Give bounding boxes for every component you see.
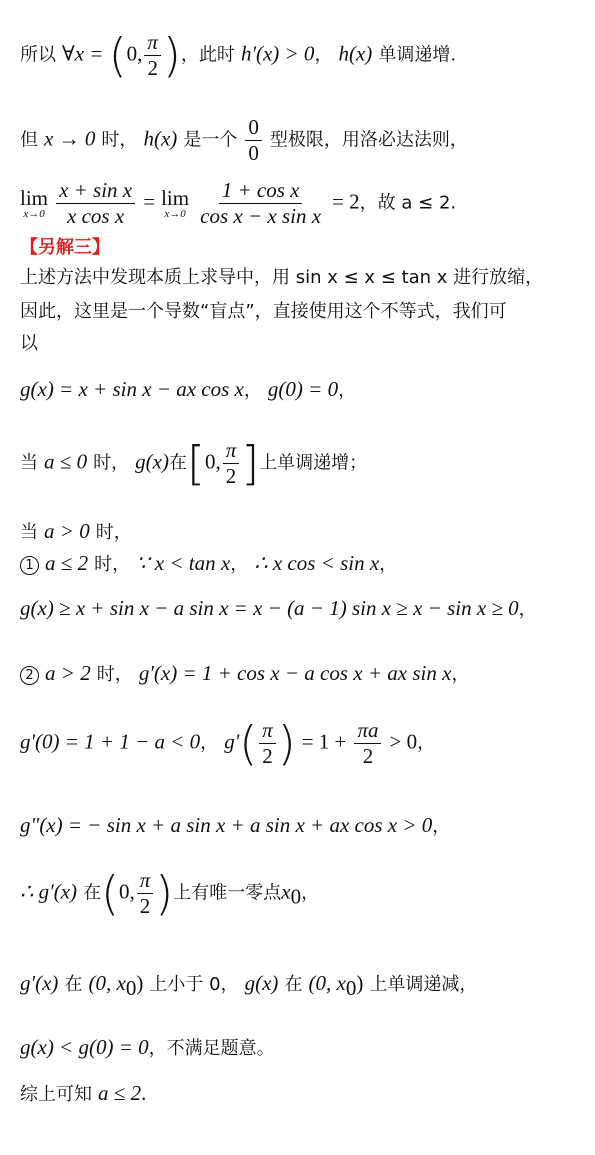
bracket-left: [ <box>186 436 205 491</box>
paragraph-line: 以 <box>20 333 38 354</box>
math: g(x) < g(0) = 0 <box>20 1035 149 1059</box>
limit <box>161 185 190 220</box>
section-heading: 【另解三】 <box>20 237 110 258</box>
numerator: x + sin x <box>56 178 135 204</box>
denominator: 2 <box>147 56 158 81</box>
text: ，故 a ≤ 2. <box>359 192 457 214</box>
math: (0, x <box>308 971 346 995</box>
text: 时， <box>96 664 133 685</box>
math: a > 2 <box>45 661 91 685</box>
text: ， <box>417 732 436 754</box>
text: 上单调递增； <box>259 452 368 474</box>
subscript: 0 <box>125 975 137 1000</box>
text: 是一个 <box>183 129 238 151</box>
math: g(x) <box>244 971 279 995</box>
text: ， <box>432 816 451 837</box>
line-13 <box>20 660 469 687</box>
math: h(x) <box>338 41 373 66</box>
denominator: 2 <box>139 894 151 919</box>
text: 综上可知 <box>20 1084 92 1105</box>
denominator: 2 <box>362 744 374 769</box>
line-9 <box>20 438 367 489</box>
text: ， <box>230 554 249 575</box>
numerator: 0 <box>245 115 262 141</box>
math: ) <box>356 971 364 995</box>
fraction <box>245 115 262 166</box>
math: h(x) <box>143 126 178 151</box>
fraction <box>137 868 154 919</box>
text: 在 <box>64 974 83 995</box>
math: g"(x) = − sin x + a sin x + a sin x + ax cos x > 0 <box>20 813 433 837</box>
text: 在 <box>284 974 303 995</box>
line-1 <box>20 30 456 81</box>
fraction <box>354 718 381 769</box>
line-12 <box>20 595 537 622</box>
text: 上单调递减， <box>369 974 478 995</box>
circled-number: 2 <box>20 666 39 685</box>
paren-right: ) <box>155 866 174 921</box>
text: ， <box>301 882 320 904</box>
bracket-right: ] <box>241 436 260 491</box>
math: > 0 <box>389 729 418 754</box>
math: h'(x) > 0 <box>240 41 315 66</box>
subscript: 0 <box>345 975 357 1000</box>
math: x <box>281 879 291 904</box>
text: 时， <box>101 129 138 151</box>
fraction <box>56 178 135 229</box>
math: g(x) <box>135 449 169 474</box>
text: 当 <box>20 522 38 543</box>
math: a ≤ 0 <box>44 449 88 474</box>
text: ， <box>451 664 470 685</box>
math: g(x) ≥ x + sin x − a sin x = x − (a − 1) sin x ≥ x − sin x ≥ 0 <box>20 596 519 620</box>
math: g' <box>224 729 240 754</box>
line-17 <box>20 970 477 1002</box>
lim-sub: x→0 <box>23 207 45 220</box>
denominator: x cos x <box>67 204 125 229</box>
math: ∵ x < tan x <box>136 551 231 575</box>
line-15 <box>20 812 450 839</box>
denominator: cos x − x sin x <box>200 204 322 229</box>
text: ， <box>200 732 219 754</box>
text: 上有唯一零点 <box>173 882 282 904</box>
paren-left: ( <box>239 716 258 771</box>
fraction <box>144 30 161 81</box>
text: 所以 <box>20 44 56 66</box>
math: = 2 <box>332 189 360 214</box>
circled-number: 1 <box>20 556 39 575</box>
numerator: π <box>259 718 276 744</box>
numerator: π <box>144 30 161 56</box>
limit <box>20 185 49 220</box>
math: = <box>143 189 156 214</box>
paren-right: ) <box>162 28 181 83</box>
paragraph-line: 因此，这里是一个导数“盲点”，直接使用这个不等式，我们可 <box>20 301 507 322</box>
text: . <box>141 1081 147 1105</box>
line-2 <box>20 115 468 166</box>
paren-right: ) <box>277 716 296 771</box>
math: ∴ x cos < sin x <box>254 551 380 575</box>
text: 在 <box>83 882 102 904</box>
math: ) <box>136 971 144 995</box>
paren-left: ( <box>108 28 127 83</box>
math: 0, <box>119 879 135 904</box>
text: 型极限，用洛必达法则， <box>269 129 468 151</box>
math: ∴ g′(x) <box>20 879 78 904</box>
paren-left: ( <box>101 866 120 921</box>
text: 上小于 0， <box>149 974 239 995</box>
math: x → 0 <box>44 126 96 151</box>
numerator: πa <box>354 718 381 744</box>
text: 但 <box>20 129 38 151</box>
math: g(x) = x + sin x − ax cos x <box>20 377 244 401</box>
line-3 <box>20 178 456 229</box>
text: ，此时 <box>180 44 235 66</box>
numerator: π <box>137 868 154 894</box>
math: g'(0) = 1 + 1 − a < 0 <box>20 729 201 754</box>
denominator: 2 <box>225 464 237 489</box>
math: 0, <box>204 449 221 474</box>
math: 0, <box>126 41 143 66</box>
denominator: 0 <box>248 141 259 166</box>
text: ，不满足题意。 <box>148 1038 275 1059</box>
line-18 <box>20 1034 275 1061</box>
fraction <box>197 178 324 229</box>
text: ， <box>314 44 333 66</box>
text: 单调递增. <box>378 44 457 66</box>
line-14 <box>20 718 435 769</box>
text: ， <box>518 599 537 620</box>
text: ， <box>243 380 262 401</box>
line-11 <box>20 550 397 577</box>
lim-sub: x→0 <box>164 207 186 220</box>
fraction <box>223 438 240 489</box>
line-8 <box>20 376 356 403</box>
numerator: π <box>223 438 240 464</box>
math: a > 0 <box>44 519 90 543</box>
math: g′(x) <box>20 971 59 995</box>
paragraph-line: 上述方法中发现本质上求导中，用 sin x ≤ x ≤ tan x 进行放缩， <box>20 267 544 288</box>
math: ∀x = <box>62 41 109 66</box>
text: 时， <box>94 554 131 575</box>
denominator: 2 <box>262 744 273 769</box>
text: 时， <box>93 452 130 474</box>
line-19 <box>20 1080 146 1107</box>
numerator: 1 + cos x <box>219 178 303 204</box>
text: 在 <box>168 452 187 474</box>
math: = 1 + <box>301 729 347 754</box>
line-16 <box>20 868 319 919</box>
text: 当 <box>20 452 38 474</box>
line-10 <box>20 518 132 545</box>
math: a ≤ 2 <box>98 1081 142 1105</box>
math: g′(x) = 1 + cos x − a cos x + ax sin x <box>138 661 452 685</box>
lim-label: lim <box>161 185 190 210</box>
text: ， <box>338 380 357 401</box>
text: 时， <box>95 522 132 543</box>
fraction <box>259 718 276 769</box>
subscript: 0 <box>290 884 302 909</box>
lim-label: lim <box>20 185 49 210</box>
math: (0, x <box>88 971 126 995</box>
math: g(0) = 0 <box>267 377 339 401</box>
text: ， <box>379 554 398 575</box>
math: a ≤ 2 <box>45 551 89 575</box>
